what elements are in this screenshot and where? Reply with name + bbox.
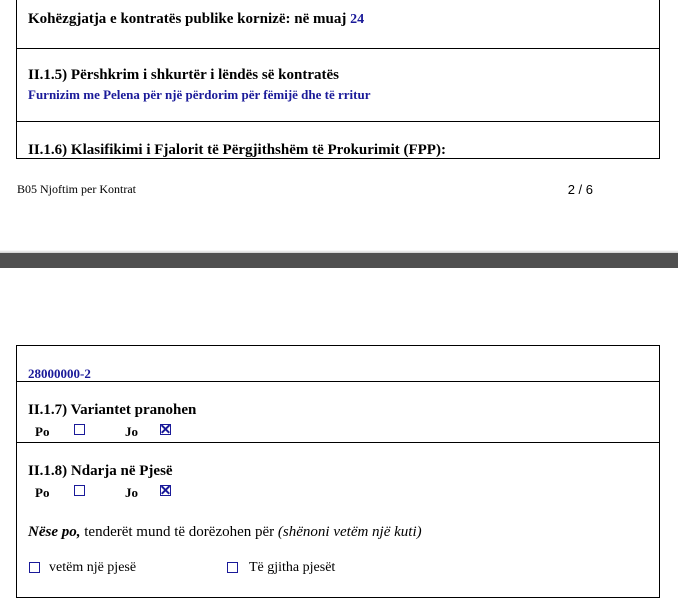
fpp-code: 28000000-2	[28, 366, 91, 381]
variants-no-label: Jo	[125, 424, 138, 439]
description-value: Furnizim me Pelena për një përdorim për fëmijë dhe të rritur	[28, 87, 371, 102]
lots-yes-label: Po	[35, 485, 50, 500]
lots-no-label: Jo	[125, 485, 138, 500]
lots-no-checkbox[interactable]	[160, 485, 171, 496]
variants-yes-checkbox[interactable]	[74, 424, 85, 435]
page2-form-box	[16, 345, 660, 598]
page-separator	[0, 253, 678, 268]
variants-yes-label: Po	[35, 424, 50, 439]
description-row	[17, 49, 659, 122]
footer-page-number: 2 / 6	[567, 182, 593, 197]
variants-heading: II.1.7) Variantet pranohen	[28, 402, 197, 418]
duration-label-line	[28, 11, 364, 28]
option-all-lots-checkbox[interactable]	[227, 562, 238, 573]
if-yes-sentence	[28, 524, 422, 541]
option-one-lot-label: vetëm një pjesë	[49, 560, 137, 575]
duration-value: 24	[350, 12, 365, 27]
variants-row	[17, 382, 659, 443]
variants-no-checkbox[interactable]	[160, 424, 171, 435]
option-all-lots-label: Të gjitha pjesët	[249, 560, 336, 575]
description-heading: II.1.5) Përshkrim i shkurtër i lëndës së kontratës	[28, 67, 339, 83]
lots-yes-checkbox[interactable]	[74, 485, 85, 496]
lots-heading: II.1.8) Ndarja në Pjesë	[28, 463, 173, 479]
if-yes-note: (shënoni vetëm një kuti)	[277, 524, 422, 540]
fpp-heading: II.1.6) Klasifikimi i Fjalorit të Përgjithshëm të Prokurimit (FPP):	[28, 142, 446, 158]
page1-form-box	[16, 0, 660, 159]
duration-label: Kohëzgjatja e kontratës publike kornizë: në muaj	[28, 11, 347, 27]
fpp-code-row	[17, 346, 659, 382]
footer-doc-label: B05 Njoftim per Kontrat	[17, 182, 136, 196]
option-one-lot-checkbox[interactable]	[29, 562, 40, 573]
duration-row	[17, 0, 659, 49]
if-yes-text: tenderët mund të dorëzohen për	[80, 524, 278, 540]
page-footer	[17, 182, 593, 197]
if-yes-prefix: Nëse po,	[28, 524, 81, 540]
